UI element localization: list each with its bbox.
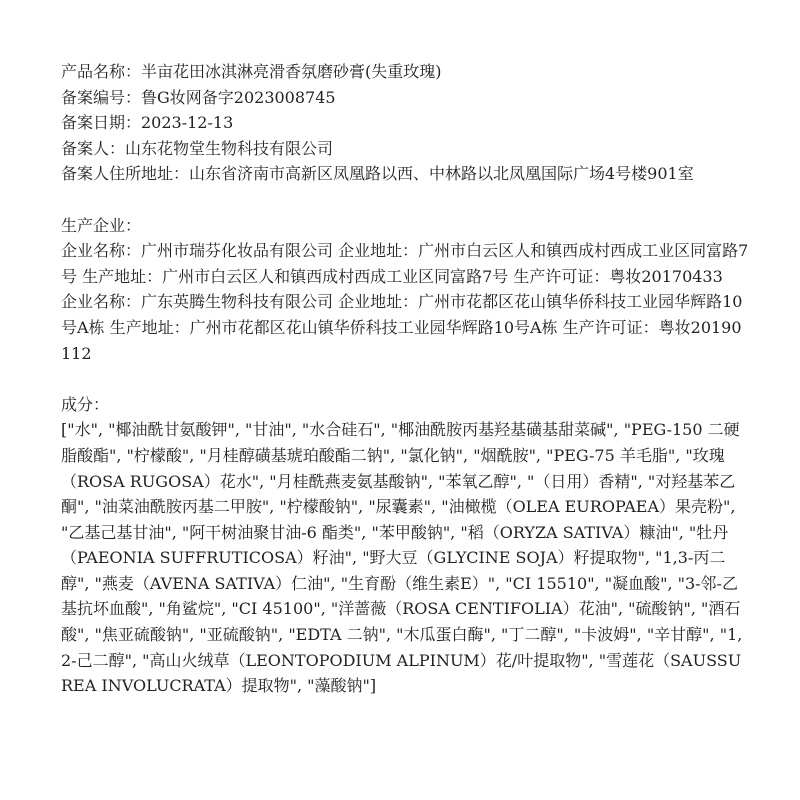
production-heading: 生产企业： [61,215,142,235]
spacer [61,187,751,213]
ingredients-heading: 成分： [61,394,110,414]
spacer [61,366,751,392]
product-name: 产品名称：半亩花田冰淇淋亮滑香氛磨砂膏(失重玫瑰) [61,62,442,81]
manufacturer-entry-1: 企业名称：广州市瑞芬化妆品有限公司 企业地址：广州市白云区人和镇西成村西成工业区同富路7号 生产地址：广州市白云区人和镇西成村西成工业区同富路7号 生产许可证：粤妆20170433 [61,241,749,286]
manufacturer-entry-2: 企业名称：广东英腾生物科技有限公司 企业地址：广州市花都区花山镇华侨科技工业园华辉路10号A栋 生产地址：广州市花都区花山镇华侨科技工业园华辉路10号A栋 生产许可证：粤妆20190112 [61,292,743,363]
filer: 备案人：山东花物堂生物科技有限公司 [61,138,334,158]
ingredients-list: ["水", "椰油酰甘氨酸钾", "甘油", "水合硅石", "椰油酰胺丙基羟基磺基甜菜碱", "PEG-150 二硬脂酸酯", "柠檬酸", "月桂醇磺基琥珀酸酯二钠", "氯化钠", "烟酰胺", "PEG-75 羊毛脂", "玫瑰（ROSA RUGOSA）花水", "月桂酰燕麦氨基酸钠", "苯氧乙醇", "（日用）香精", "对羟基苯乙酮", "油菜油酰胺丙基二甲胺", "柠檬酸钠", "尿囊素", "油橄榄（OLEA EUROPAEA）果壳粉", "乙基己基甘油", "阿干树油聚甘油-6 酯类", "苯甲酸钠", "稻（ORYZA SATIVA）糠油", "牡丹（PAEONIA SUFFRUTICOSA）籽油", "野大豆（GLYCINE SOJA）籽提取物", "1,3-丙二醇", "燕麦（AVENA SATIVA）仁油", "生育酚（维生素E）", "CI 15510", "凝血酸", "3-邻-乙基抗坏血酸", "角鲨烷", "CI 45100", "洋蔷薇（ROSA CENTIFOLIA）花油", "硫酸钠", "酒石酸", "焦亚硫酸钠", "亚硫酸钠", "EDTA 二钠", "木瓜蛋白酶", "丁二醇", "卡波姆", "辛甘醇", "1,2-己二醇", "高山火绒草（LEONTOPODIUM ALPINUM）花/叶提取物", "雪莲花（SAUSSUREA INVOLUCRATA）提取物", "藻酸钠"] [61,420,743,696]
filer-address: 备案人住所地址：山东省济南市高新区凤凰路以西、中林路以北凤凰国际广场4号楼901室 [61,164,694,184]
filing-number: 备案编号：鲁G妆网备字2023008745 [61,87,336,107]
filing-date: 备案日期：2023-12-13 [61,113,234,133]
product-filing-document [61,59,751,699]
